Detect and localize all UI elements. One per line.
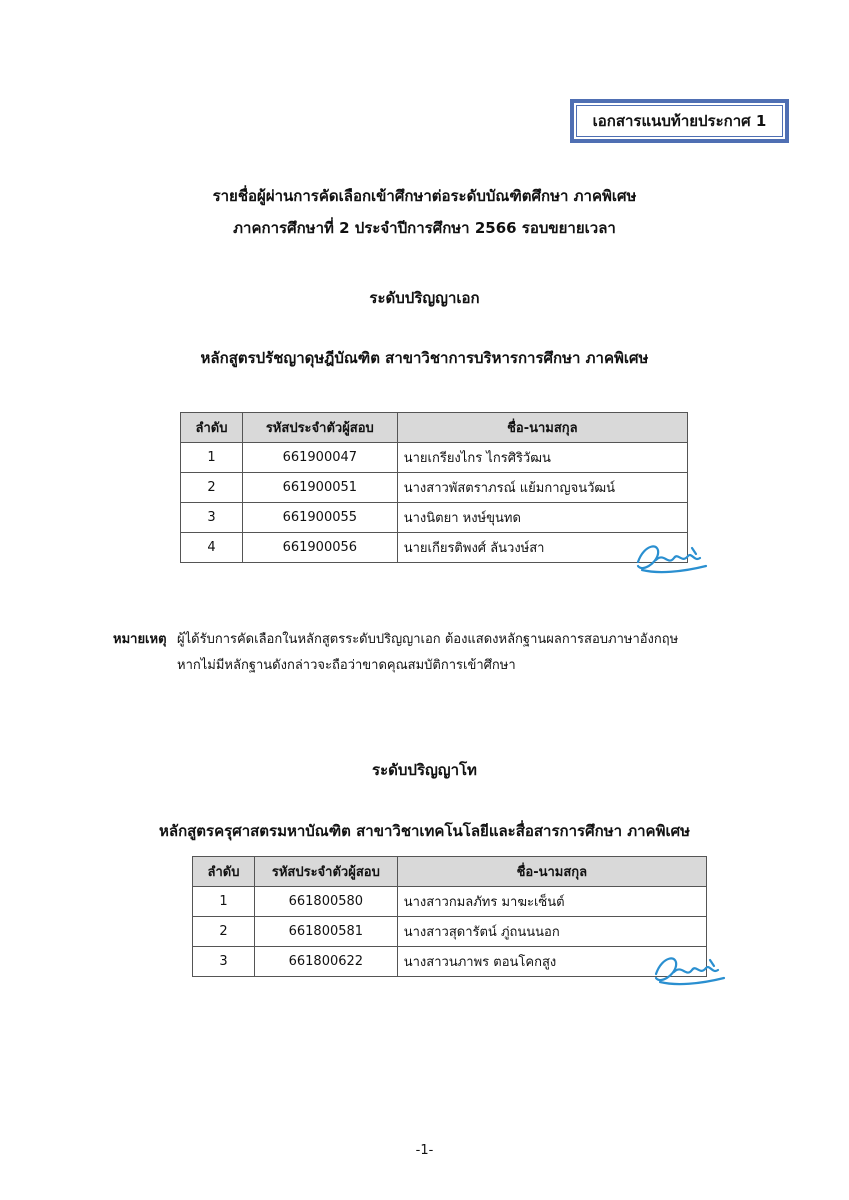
table-header-row [193, 857, 707, 887]
note-line-1: ผู้ได้รับการคัดเลือกในหลักสูตรระดับปริญญาเอก ต้องแสดงหลักฐานผลการสอบภาษาอังกฤษ [177, 632, 679, 647]
annex-label-box [570, 99, 789, 143]
col-header-name: ชื่อ-นามสกุล [397, 857, 706, 887]
row-no: 3 [193, 947, 255, 977]
row-name: นางนิตยา หงษ์ขุนทด [397, 503, 687, 533]
table-header-row [181, 413, 688, 443]
signature-mark [634, 540, 710, 576]
table-row [181, 503, 688, 533]
annex-label: เอกสารแนบท้ายประกาศ 1 [592, 112, 767, 130]
row-no: 3 [181, 503, 243, 533]
row-id: 661800580 [254, 887, 397, 917]
row-no: 4 [181, 533, 243, 563]
masters-level-heading: ระดับปริญญาโท [372, 761, 477, 779]
col-header-no: ลำดับ [181, 413, 243, 443]
row-no: 2 [181, 473, 243, 503]
note-label: หมายเหตุ [113, 632, 167, 647]
row-id: 661800581 [254, 917, 397, 947]
doctoral-program-heading: หลักสูตรปรัชญาดุษฎีบัณฑิต สาขาวิชาการบริหารการศึกษา ภาคพิเศษ [200, 349, 649, 367]
row-name: นางสาวสุดารัตน์ ภู่ถนนนอก [397, 917, 706, 947]
col-header-id: รหัสประจำตัวผู้สอบ [254, 857, 397, 887]
doctoral-level-heading: ระดับปริญญาเอก [369, 289, 480, 307]
table-row [181, 473, 688, 503]
title-line-2: ภาคการศึกษาที่ 2 ประจำปีการศึกษา 2566 รอบขยายเวลา [233, 219, 616, 237]
table-row [193, 947, 707, 977]
masters-program-heading: หลักสูตรครุศาสตรมหาบัณฑิต สาขาวิชาเทคโนโลยีและสื่อสารการศึกษา ภาคพิเศษ [158, 822, 690, 840]
row-id: 661900056 [242, 533, 397, 563]
row-id: 661800622 [254, 947, 397, 977]
row-id: 661900051 [242, 473, 397, 503]
row-name: นายเกรียงไกร ไกรศิริวัฒน [397, 443, 687, 473]
row-no: 1 [181, 443, 243, 473]
page-number: -1- [415, 1143, 434, 1158]
row-name: นางสาวนภาพร ตอนโคกสูง [397, 947, 706, 977]
title-line-1: รายชื่อผู้ผ่านการคัดเลือกเข้าศึกษาต่อระดับบัณฑิตศึกษา ภาคพิเศษ [212, 187, 637, 205]
col-header-no: ลำดับ [193, 857, 255, 887]
col-header-id: รหัสประจำตัวผู้สอบ [242, 413, 397, 443]
masters-table [192, 856, 707, 977]
row-no: 2 [193, 917, 255, 947]
row-name: นายเกียรติพงศ์ ลันวงษ์สา [397, 533, 687, 563]
row-id: 661900055 [242, 503, 397, 533]
row-no: 1 [193, 887, 255, 917]
note-block [113, 627, 678, 679]
signature-mark [652, 952, 728, 988]
row-name: นางสาวกมลภัทร มาฆะเซ็นต์ [397, 887, 706, 917]
row-name: นางสาวพัสตราภรณ์ แย้มกาญจนวัฒน์ [397, 473, 687, 503]
table-row [181, 443, 688, 473]
table-row [181, 533, 688, 563]
note-line-2: หากไม่มีหลักฐานดังกล่าวจะถือว่าขาดคุณสมบัติการเข้าศึกษา [177, 658, 516, 673]
doctoral-table [180, 412, 688, 563]
table-row [193, 917, 707, 947]
col-header-name: ชื่อ-นามสกุล [397, 413, 687, 443]
table-row [193, 887, 707, 917]
row-id: 661900047 [242, 443, 397, 473]
